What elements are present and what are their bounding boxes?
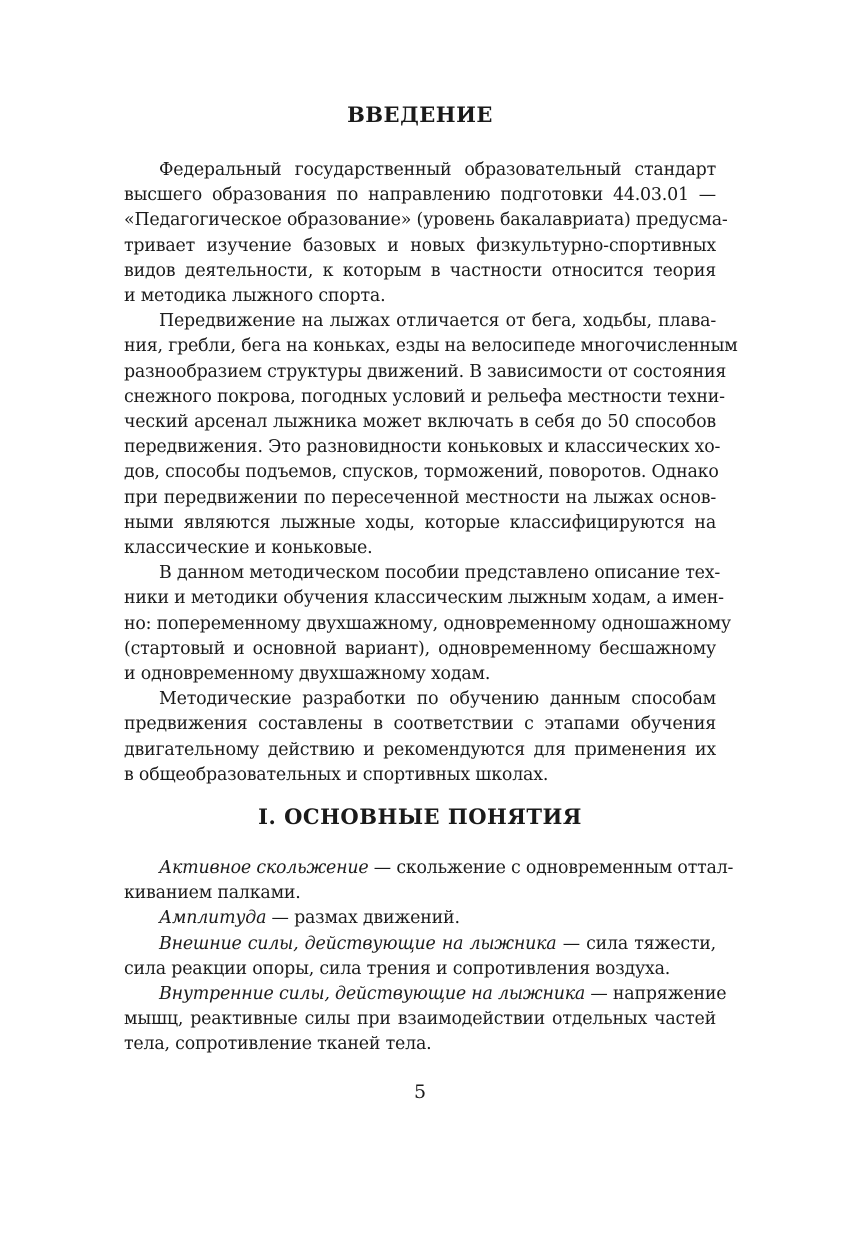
intro-paragraph — [124, 687, 716, 788]
definition-text: — напряжение — [585, 984, 727, 1005]
defined-term: Амплитуда — [159, 908, 267, 929]
text-line: снежного покрова, погодных условий и рельефа местности техни- — [124, 386, 725, 407]
text-line: тривает изучение базовых и новых физкультурно-спортивных — [124, 235, 716, 256]
text-line: ники и методики обучения классическим лыжным ходам, а имен- — [124, 588, 724, 609]
intro-paragraph — [124, 158, 728, 309]
text-line: дов, способы подъемов, спусков, торможений, поворотов. Однако — [124, 462, 719, 483]
text-line: (стартовый и основной вариант), одновременному бесшажному — [124, 638, 716, 659]
definition-text: — скольжение с одновременным оттал- — [368, 858, 734, 878]
page-number: 5 — [413, 1081, 427, 1103]
definition-entry — [124, 932, 716, 982]
text-line: при передвижении по пересеченной местности на лыжах основ- — [124, 487, 716, 508]
definition-text: — сила тяжести, — [556, 933, 716, 954]
text-line: В данном методическом пособии представлено описание тех- — [159, 563, 721, 584]
text-line: и одновременному двухшажному ходам. — [124, 664, 491, 685]
text-line: в общеобразовательных и спортивных школах. — [124, 764, 549, 785]
text-line: видов деятельности, к которым в частности относится теория — [124, 260, 716, 281]
section-title-introduction: ВВЕДЕНИЕ — [347, 102, 493, 127]
text-line: «Педагогическое образование» (уровень бакалавриата) предусма- — [124, 210, 728, 231]
text-line: ными являются лыжные ходы, которые классифицируются на — [124, 512, 716, 533]
text-line: сила реакции опоры, сила трения и сопротивления воздуха. — [124, 958, 671, 979]
text-line: предвижения составлены в соответствии с этапами обучения — [124, 714, 716, 735]
text-line: ческий арсенал лыжника может включать в себя до 50 способов — [124, 412, 716, 433]
intro-paragraph — [124, 561, 731, 687]
text-line: передвижения. Это разновидности коньковых и классических хо- — [124, 437, 721, 458]
basic-concepts-text — [124, 856, 734, 1058]
text-line: и методика лыжного спорта. — [124, 286, 386, 307]
text-line: ния, гребли, бега на коньках, езды на велосипеде многочисленным — [124, 336, 738, 357]
text-line: высшего образования по направлению подготовки 44.03.01 — — [124, 185, 716, 206]
introduction-text — [124, 158, 738, 788]
text-line: но: попеременному двухшажному, одновременному одношажному — [124, 613, 731, 634]
text-line: Методические разработки по обучению данным способам — [159, 689, 716, 710]
definition-entry — [124, 906, 716, 931]
text-line — [124, 982, 727, 1007]
text-line: классические и коньковые. — [124, 538, 373, 559]
text-line — [124, 932, 716, 957]
text-line — [124, 906, 716, 931]
text-line: Федеральный государственный образовательный стандарт — [159, 160, 716, 180]
intro-paragraph — [124, 309, 738, 561]
text-line: Передвижение на лыжах отличается от бега, ходьбы, плава- — [159, 311, 716, 332]
text-line — [124, 856, 734, 881]
defined-term: Активное скольжение — [159, 858, 369, 878]
text-line: тела, сопротивление тканей тела. — [124, 1034, 432, 1055]
definition-entry — [124, 856, 734, 906]
section-title-basic-concepts: I. ОСНОВНЫЕ ПОНЯТИЯ — [258, 804, 582, 829]
text-line: мышц, реактивные силы при взаимодействии отдельных частей — [124, 1009, 716, 1030]
definition-entry — [124, 982, 727, 1058]
text-line: разнообразием структуры движений. В зависимости от состояния — [124, 361, 727, 382]
definition-text: — размах движений. — [266, 908, 460, 929]
defined-term: Внутренние силы, действующие на лыжника — [159, 984, 586, 1005]
text-line: двигательному действию и рекомендуются для применения их — [124, 739, 716, 760]
defined-term: Внешние силы, действующие на лыжника — [159, 933, 557, 954]
text-line: киванием палками. — [124, 883, 301, 904]
